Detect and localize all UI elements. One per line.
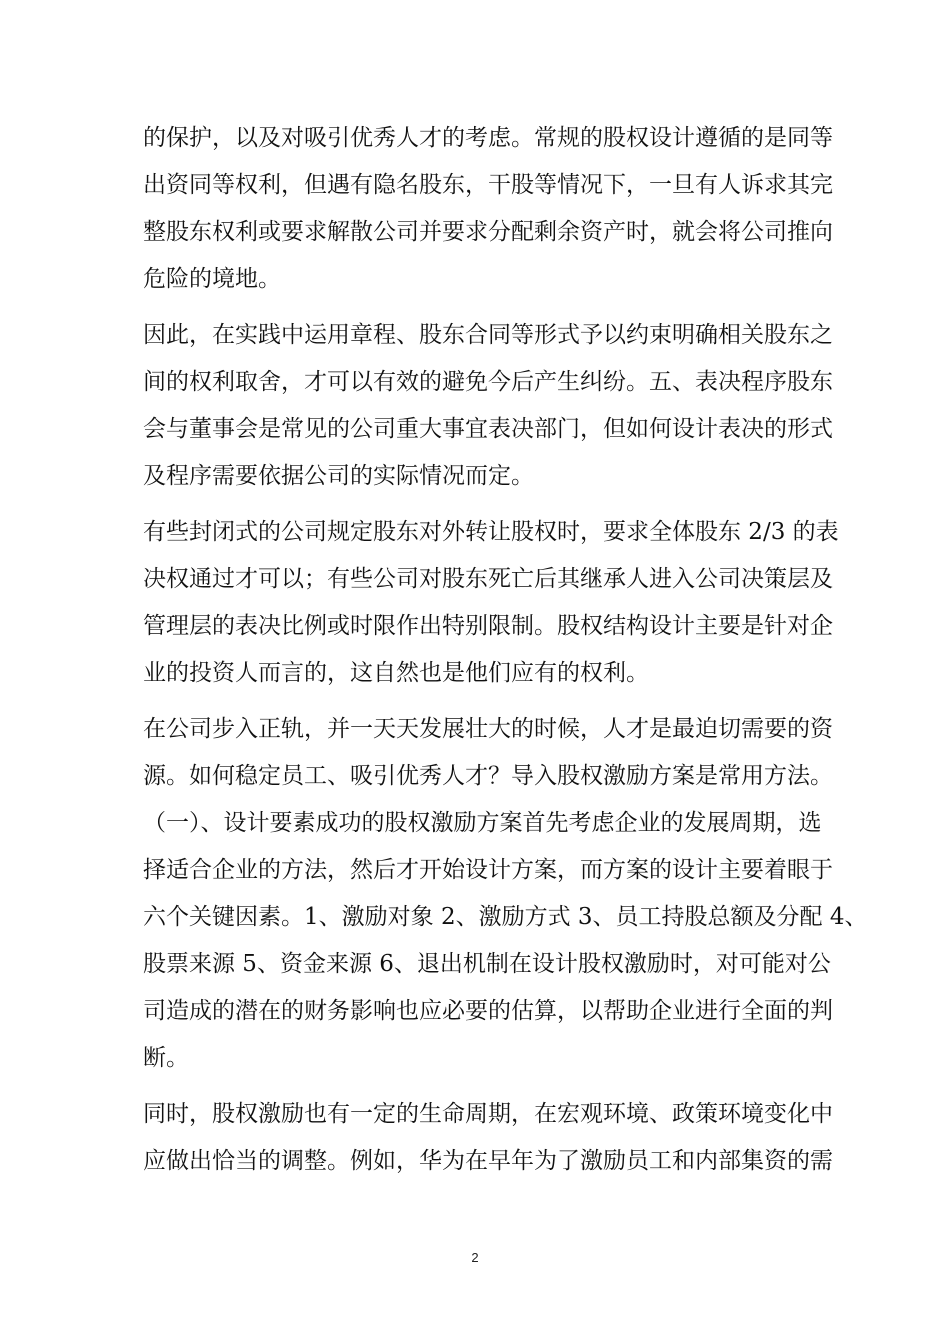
text-line: 断。: [143, 1045, 189, 1071]
text-line: 的保护，以及对吸引优秀人才的考虑。常规的股权设计遵循的是同等: [143, 125, 833, 151]
text-line: 及程序需要依据公司的实际情况而定。: [143, 463, 534, 489]
text-line: 择适合企业的方法，然后才开始设计方案，而方案的设计主要着眼于: [143, 857, 833, 883]
text-line: 出资同等权利，但遇有隐名股东，干股等情况下，一旦有人诉求其完: [143, 172, 833, 198]
text-line: （一）、设计要素成功的股权激励方案首先考虑企业的发展周期，选: [143, 810, 822, 836]
text-line: 司造成的潜在的财务影响也应必要的估算，以帮助企业进行全面的判: [143, 998, 833, 1024]
text-line: 有些封闭式的公司规定股东对外转让股权时，要求全体股东 2/3 的表: [143, 519, 839, 545]
text-line: 股票来源 5、资金来源 6、退出机制在设计股权激励时，对可能对公: [143, 951, 831, 977]
text-line: 应做出恰当的调整。例如，华为在早年为了激励员工和内部集资的需: [143, 1148, 833, 1174]
text-line: 因此，在实践中运用章程、股东合同等形式予以约束明确相关股东之: [143, 322, 833, 348]
text-line: 六个关键因素。1、激励对象 2、激励方式 3、员工持股总额及分配 4、: [143, 904, 868, 930]
page-number: 2: [471, 1250, 479, 1265]
text-line: 危险的境地。: [143, 266, 281, 292]
text-line: 在公司步入正轨，并一天天发展壮大的时候，人才是最迫切需要的资: [143, 716, 833, 742]
text-line: 会与董事会是常见的公司重大事宜表决部门，但如何设计表决的形式: [143, 416, 833, 442]
text-line: 业的投资人而言的，这自然也是他们应有的权利。: [143, 660, 649, 686]
text-line: 同时，股权激励也有一定的生命周期，在宏观环境、政策环境变化中: [143, 1101, 833, 1127]
text-line: 管理层的表决比例或时限作出特别限制。股权结构设计主要是针对企: [143, 613, 833, 639]
text-line: 源。如何稳定员工、吸引优秀人才？导入股权激励方案是常用方法。: [143, 763, 833, 789]
text-line: 整股东权利或要求解散公司并要求分配剩余资产时，就会将公司推向: [143, 219, 833, 245]
text-line: 间的权利取舍，才可以有效的避免今后产生纠纷。五、表决程序股东: [143, 369, 833, 395]
text-line: 决权通过才可以；有些公司对股东死亡后其继承人进入公司决策层及: [143, 566, 833, 592]
